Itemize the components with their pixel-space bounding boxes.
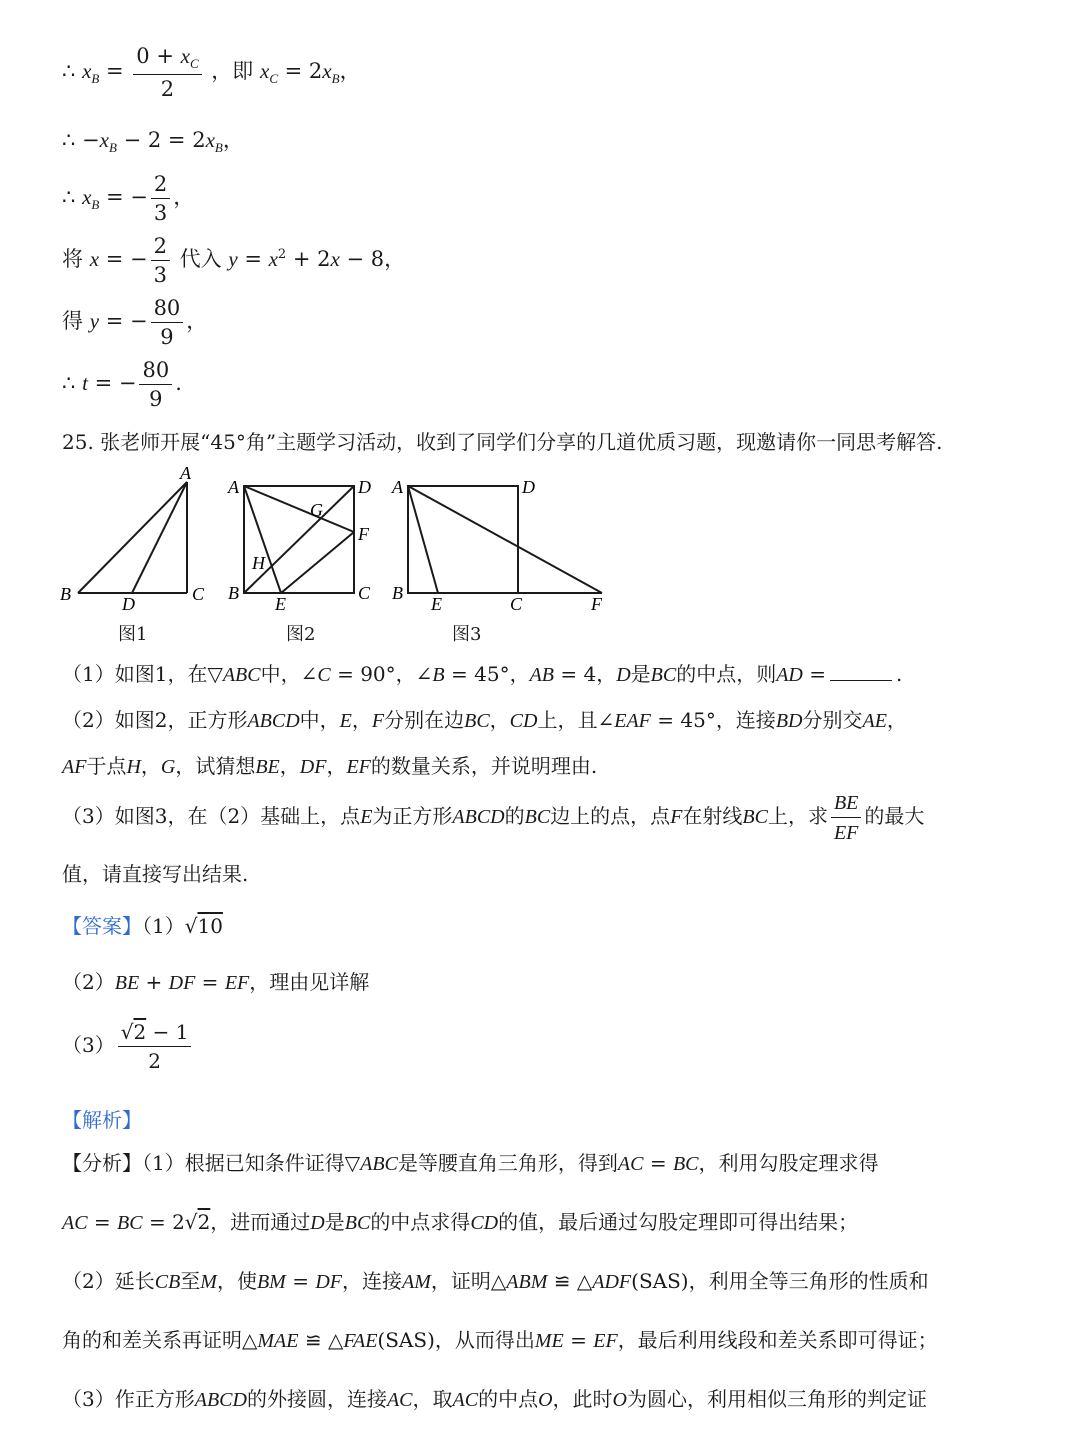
q-text: 边上的点，点 [550,804,671,828]
fraction: $\frac{80}{9}$ [139,358,172,411]
figure-3 [388,470,614,612]
therefore-symbol: ∴ [62,185,76,209]
segment-ae [408,486,438,593]
punct: . [175,371,182,395]
label-a: A [180,463,191,483]
figure-3-caption: 图3 [452,624,482,645]
problem-intro-text: 张老师开展“45°角”主题学习活动，收到了同学们分享的几道优质习题，现邀请你一同思考解答. [100,430,943,454]
q-text: ，连接 [715,708,776,732]
an-text: ，使 [216,1269,257,1293]
answer-tag: 【答案】 [62,914,142,938]
an-text: ，最后利用线段和差关系即可得证； [617,1328,938,1352]
punct: ， [222,128,244,152]
label-d: D [358,477,371,497]
an-text: 的值，最后通过勾股定理即可得出结果； [498,1210,859,1234]
q-text: 的 [504,804,525,828]
an-text: 的外接圆，连接 [246,1387,387,1411]
an-text: （3）作正方形 [62,1387,195,1411]
q-text: ， [326,754,347,778]
a-text: （2） [62,970,115,994]
segment-ab [78,482,187,593]
an-text: ，从而得出 [434,1328,535,1352]
analysis-tag-text: 【解析】 [62,1108,142,1132]
step-text: 将 [62,247,83,271]
an-text: ，连接 [342,1269,403,1293]
problem-intro [62,426,942,455]
label-a: A [228,477,239,497]
problem-number: 25. [62,430,94,454]
label-e: E [275,594,286,612]
segment-ad [132,482,187,593]
an-text: 是 [324,1210,345,1234]
label-b: B [392,583,403,603]
therefore-symbol: ∴ [62,371,76,395]
step-line-5: 得 y = − $\frac{80}{9}$ ， [62,296,208,349]
answer-1: 【答案】（1）√10 [62,914,223,938]
q-text: （2）如图2，正方形 [62,708,248,732]
fraction-be-ef: $\frac{BE}{EF}$ [831,790,861,845]
figure-1 [56,462,216,612]
punct: ， [339,59,361,84]
punct: ， [186,309,208,333]
step-text: 得 [62,309,83,333]
label-c: C [358,583,371,603]
label-f: F [591,594,602,612]
label-d: D [122,594,135,612]
step-line-6: ∴ t = − $\frac{80}{9}$ . [62,358,182,411]
an-text: 的中点求得 [370,1210,471,1234]
q-text: 的最大 [864,804,925,828]
question-3-line-1: （3）如图3，在（2）基础上，点E为正方形ABCD的BC边上的点，点F在射线BC上，求 $\frac{BE}{EF}$ 的最大 [62,792,925,844]
an-text: 【分析】 [62,1151,142,1175]
an-text: ，利用勾股定理求得 [698,1151,879,1175]
an-text: ，进而通过 [210,1210,311,1234]
an-text: 是等腰直角三角形，得到 [397,1151,618,1175]
figure-2-caption: 图2 [286,624,316,645]
segment-af [244,486,354,532]
answer-blank[interactable] [830,680,892,681]
q-text: ， [509,662,530,686]
label-h: H [252,553,265,573]
q-text: 是 [630,662,651,686]
an-text: ，取 [412,1387,453,1411]
a-text: （3） [62,1033,115,1057]
q-text: 中， [299,708,340,732]
question-3-line-2 [62,858,248,887]
fraction: $\frac{2}{3}$ [151,172,170,225]
an-text: 至 [180,1269,201,1293]
therefore-symbol: ∴ [62,59,76,84]
step-line-1: ∴ $x_B$ = $\frac{0 + x_C}{2}$ ，即 $x_C = 2x_B$， [62,44,361,102]
fraction: $\frac{0 + x_C}{2}$ [133,44,201,101]
label-g: G [310,500,323,520]
figure-2 [224,470,384,612]
therefore-symbol: ∴ [62,128,76,152]
an-text: 的中点 [478,1387,539,1411]
label-c: C [510,594,523,612]
q-text: 的数量关系，并说明理由. [370,754,598,778]
q-text: ， [279,754,300,778]
answer-1-value: 10 [197,914,223,938]
an-text: （2）延长 [62,1269,155,1293]
q-text: 上，求 [767,804,828,828]
segment-ef [281,532,354,593]
step-text: ，即 [211,59,254,84]
step-line-2: ∴ $-x_B - 2 = 2x_B$， [62,128,244,156]
q-text: ， [489,708,510,732]
analysis-paragraph: 【分析】（1）根据已知条件证得▽ABC是等腰直角三角形，得到AC = BC，利用勾股定理求得 AC = BC = 2√2，进而通过D是BC的中点求得CD的值，最后通过勾股定理即可得出结果； （2）延长CB至M，使BM = DF，连接AM，证明△ABM ≌ △ADF(SAS)，利用全等三角形的性质和 角的和差关系再证明△MAE ≌ △FAE(SAS)，从而得出ME = EF，最后利用线段和差关系即可得证； （3）作正方形ABCD的外接圆，连接AC，取AC的中点O，此时O为圆心，利用相似三角形的判定证 [62,1151,938,1411]
q-text: 在射线 [682,804,743,828]
q-text: 值，请直接写出结果. [62,862,249,886]
q-text: ，试猜想 [175,754,256,778]
q-text: ， [395,662,416,686]
an-text: ，利用全等三角形的性质和 [688,1269,929,1293]
a-text: （1） [142,914,185,938]
an-text: ，证明 [430,1269,491,1293]
label-b: B [228,583,239,603]
q-text: 中， [260,662,301,686]
q-text: ， [886,708,907,732]
label-c: C [192,584,205,604]
label-e: E [431,594,442,612]
question-2-line-2: AF于点H，G，试猜想BE，DF，EF的数量关系，并说明理由. [62,754,598,778]
q-text: 分别在边 [384,708,465,732]
question-2-line-1: （2）如图2，正方形ABCD中，E，F分别在边BC，CD上，且∠EAF = 45°，连接BD分别交AE， [62,708,907,732]
step-line-4: 将 x = − $\frac{2}{3}$ 代入 $y = x^2 + 2x - 8$， [62,234,406,287]
square-abcd [408,486,518,593]
q-text: 上，且 [537,708,598,732]
answer-3 [62,1020,194,1073]
q-text: 为正方形 [372,804,453,828]
answer-3-fraction: $\frac{√2 - 1}{2}$ [118,1020,192,1073]
fraction: $\frac{2}{3}$ [151,234,170,287]
label-a: A [392,477,403,497]
an-text: ，此时 [552,1387,613,1411]
question-1: （1）如图1，在▽ABC中，∠C = 90°，∠B = 45°，AB = 4，D是BC的中点，则AD = . [62,662,903,686]
a-text: ，理由见详解 [249,970,370,994]
an-text: （1）根据已知条件证得 [142,1151,345,1175]
fraction: $\frac{80}{9}$ [151,296,184,349]
figure-1-caption: 图1 [118,624,148,645]
punct: ， [384,247,406,271]
q-text: 分别交 [802,708,863,732]
q-text: （3）如图3，在（2）基础上，点 [62,804,361,828]
q-text: ， [596,662,617,686]
step-text: 代入 [179,247,222,271]
q-text: 的中点，则 [676,662,777,686]
label-f: F [358,524,369,544]
q-text: . [896,662,903,686]
segment-ae [244,486,281,593]
analysis-tag [62,1104,142,1133]
label-d: D [522,477,535,497]
step-line-3: ∴ $x_B$ = − $\frac{2}{3}$ ， [62,172,195,225]
an-text: 角的和差关系再证明 [62,1328,242,1352]
an-text: 为圆心，利用相似三角形的判定证 [626,1387,927,1411]
q-text: 于点 [86,754,127,778]
answer-2: （2）BE + DF = EF，理由见详解 [62,970,370,994]
segment-af [408,486,602,593]
label-b: B [60,584,71,604]
q-text: （1）如图1，在 [62,662,208,686]
